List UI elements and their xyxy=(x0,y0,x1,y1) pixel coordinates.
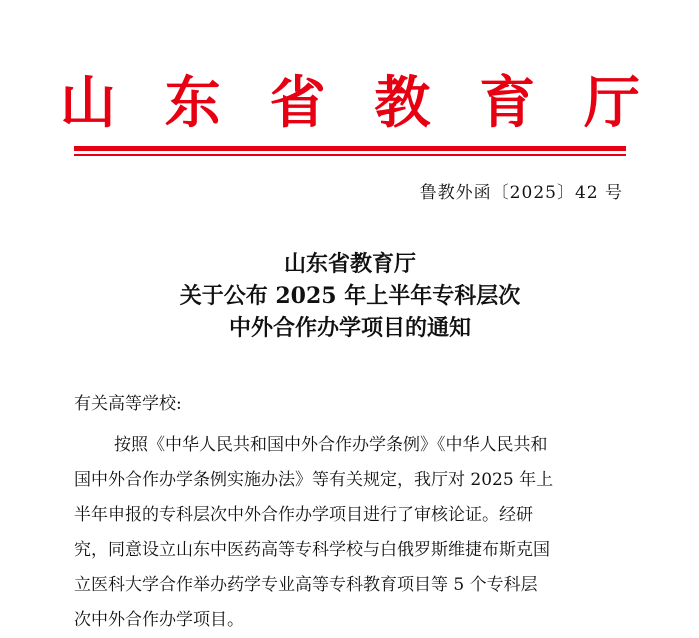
divider-thick-line xyxy=(74,146,626,151)
body-line: 立医科大学合作举办药学专业高等专科教育项目等 5 个专科层 xyxy=(74,575,538,595)
letterhead-char: 东 xyxy=(164,70,221,136)
body-paragraph xyxy=(74,428,626,638)
body-line: 国中外合作办学条例实施办法》等有关规定，我厅对 2025 年上 xyxy=(74,470,554,490)
title-line: 山东省教育厅 xyxy=(283,251,416,277)
salutation: 有关高等学校: xyxy=(74,394,182,414)
letterhead-divider xyxy=(74,146,626,157)
letterhead-char: 山 xyxy=(60,70,116,136)
body-line: 次中外合作办学项目。 xyxy=(74,610,244,630)
divider-thin-line xyxy=(74,154,626,156)
title-line: 中外合作办学项目的通知 xyxy=(228,315,471,341)
body-line: 究，同意设立山东中医药高等专科学校与白俄罗斯维捷布斯克国 xyxy=(74,540,550,560)
body-line: 按照《中华人民共和国中外合作办学条例》《中华人民共和 xyxy=(114,435,548,455)
document-title xyxy=(74,248,626,344)
letterhead-char: 省 xyxy=(269,70,326,136)
letterhead-title xyxy=(60,66,640,140)
letterhead-char: 育 xyxy=(479,70,536,136)
letterhead-char: 教 xyxy=(374,70,431,136)
body-line: 半年申报的专科层次中外合作办学项目进行了审核论证。经研 xyxy=(74,505,533,525)
document-number: 鲁教外函〔2025〕42 号 xyxy=(419,183,623,203)
title-line: 关于公布 2025 年上半年专科层次 xyxy=(179,283,521,309)
letterhead-char: 厅 xyxy=(583,70,640,136)
